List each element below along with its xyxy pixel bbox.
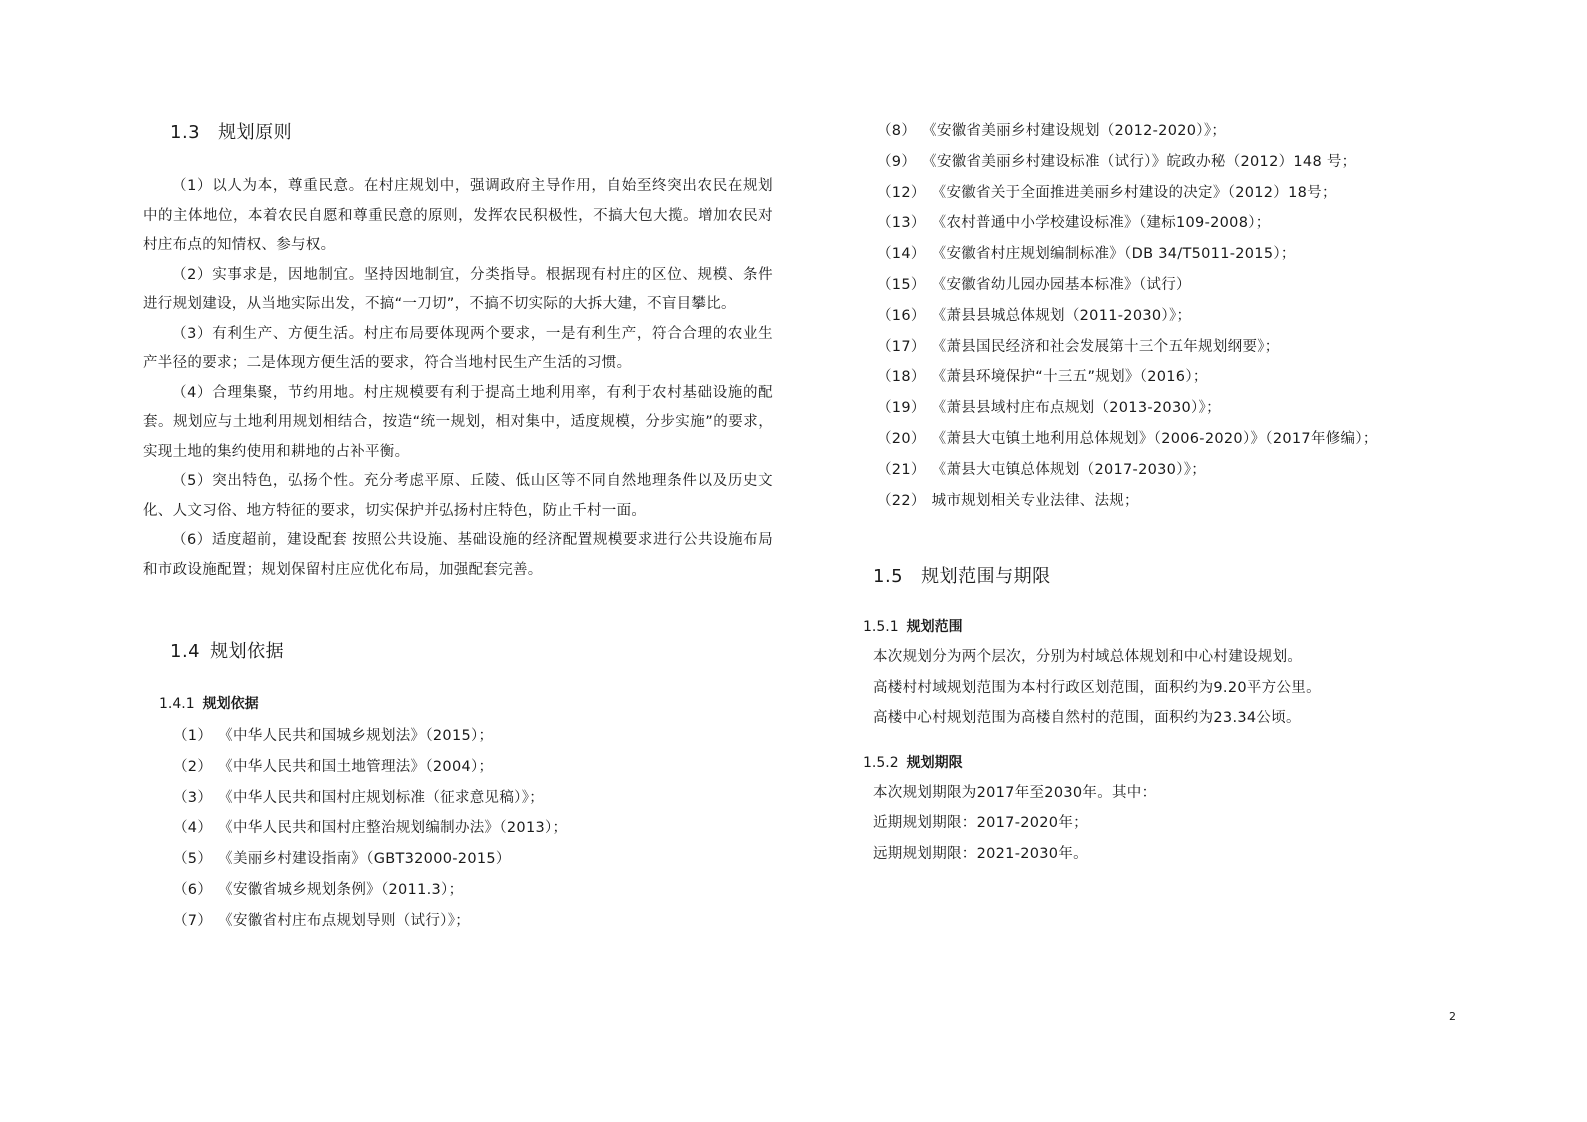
subsection-1-4-1-heading — [159, 689, 773, 719]
reference-item — [877, 178, 1493, 209]
principle-paragraph: （3）有利生产、方便生活。村庄布局要体现两个要求，一是有利生产，符合合理的农业生产半径的要求；二是体现方便生活的要求，符合当地村民生产生活的习惯。 — [143, 325, 773, 371]
reference-item — [173, 906, 773, 937]
section-number: 1.3 — [170, 122, 201, 143]
reference-item — [877, 270, 1493, 301]
left-column — [143, 118, 773, 937]
reference-item — [877, 301, 1493, 332]
reference-text: 《萧县县域村庄布点规划（2013-2030）》； — [931, 400, 1221, 417]
reference-item — [877, 116, 1493, 147]
references-list-left — [173, 721, 773, 937]
reference-item — [877, 332, 1493, 363]
reference-text: 《萧县大屯镇土地利用总体规划》（2006-2020）》（2017年修编）； — [931, 430, 1378, 447]
reference-text: 《中华人民共和国土地管理法》（2004）； — [218, 758, 494, 775]
principle-paragraph: （5）突出特色，弘扬个性。充分考虑平原、丘陵、低山区等不同自然地理条件以及历史文化、人文习俗、地方特征的要求，切实保护并弘扬村庄特色，防止千村一面。 — [143, 473, 773, 519]
reference-number: （18） — [877, 369, 926, 386]
subsection-title: 规划范围 — [906, 619, 963, 636]
references-list-right — [877, 116, 1493, 516]
reference-item — [173, 813, 773, 844]
reference-item — [173, 875, 773, 906]
reference-number: （15） — [877, 276, 926, 293]
reference-text: 《农村普通中小学校建设标准》（建标109-2008）； — [931, 215, 1271, 232]
reference-text: 《安徽省城乡规划条例》（2011.3）； — [218, 881, 464, 898]
reference-item — [877, 362, 1493, 393]
section-1-4-heading — [170, 637, 773, 667]
subsection-1-5-2-heading — [863, 748, 1493, 778]
reference-item — [173, 783, 773, 814]
reference-text: 城市规划相关专业法律、法规； — [931, 492, 1139, 509]
scope-line: 本次规划分为两个层次，分别为村域总体规划和中心村建设规划。 — [873, 649, 1303, 666]
reference-item — [173, 844, 773, 875]
reference-number: （21） — [877, 461, 926, 478]
reference-number: （8） — [877, 123, 917, 139]
period-line: 远期规划期限：2021-2030年。 — [873, 845, 1088, 862]
reference-number: （16） — [877, 307, 926, 324]
reference-text: 《萧县环境保护“十三五”规划》（2016）； — [931, 369, 1208, 386]
page-number: 2 — [1449, 1010, 1456, 1023]
reference-number: （6） — [173, 881, 213, 898]
scope-line: 高楼村村域规划范围为本村行政区划范围，面积约为9.20平方公里。 — [873, 679, 1321, 696]
reference-number: （3） — [173, 789, 213, 806]
section-1-3-heading — [170, 118, 773, 148]
section-title: 规划范围与期限 — [921, 566, 1051, 588]
section-title: 规划原则 — [218, 122, 293, 143]
reference-item — [877, 486, 1493, 517]
reference-number: （22） — [877, 492, 926, 509]
scope-text — [873, 642, 1493, 734]
section-title: 规划依据 — [210, 641, 285, 662]
reference-text: 《萧县大屯镇总体规划（2017-2030）》； — [931, 461, 1207, 478]
principles-list — [143, 172, 773, 585]
reference-item — [877, 208, 1493, 239]
subsection-1-5-1-heading — [863, 612, 1493, 642]
reference-number: （9） — [877, 153, 917, 170]
scope-line: 高楼中心村规划范围为高楼自然村的范围，面积约为23.34公顷。 — [873, 710, 1301, 727]
reference-text: 《安徽省村庄布点规划导则（试行）》； — [218, 912, 471, 929]
reference-number: （2） — [173, 758, 213, 775]
reference-item — [877, 424, 1493, 455]
reference-item — [877, 455, 1493, 486]
subsection-number: 1.5.2 — [863, 754, 899, 771]
subsection-title: 规划依据 — [202, 696, 259, 712]
reference-text: 《安徽省美丽乡村建设标准（试行）》皖政办秘（2012）148 号； — [922, 153, 1357, 170]
reference-item — [877, 393, 1493, 424]
principle-paragraph: （4）合理集聚，节约用地。村庄规模要有利于提高土地利用率，有利于农村基础设施的配套。规划应与土地利用规划相结合，按造“统一规划，相对集中，适度规模，分步实施”的要求，实现土地的集约使用和耕地的占补平衡。 — [143, 384, 773, 460]
reference-text: 《美丽乡村建设指南》（GBT32000-2015） — [218, 851, 511, 868]
period-text — [873, 778, 1493, 870]
principle-paragraph: （2）实事求是，因地制宜。坚持因地制宜，分类指导。根据现有村庄的区位、规模、条件进行规划建设，从当地实际出发，不搞“一刀切”，不搞不切实际的大拆大建，不盲目攀比。 — [143, 266, 773, 312]
reference-text: 《安徽省美丽乡村建设规划（2012-2020）》； — [922, 123, 1227, 139]
reference-text: 《萧县县城总体规划（2011-2030）》； — [931, 307, 1192, 324]
reference-text: 《萧县国民经济和社会发展第十三个五年规划纲要》； — [931, 338, 1280, 355]
reference-number: （13） — [877, 215, 926, 232]
reference-item — [173, 721, 773, 752]
section-number: 1.5 — [873, 566, 904, 588]
principle-paragraph: （6）适度超前，建设配套 按照公共设施、基础设施的经济配置规模要求进行公共设施布局和市政设施配置；规划保留村庄应优化布局，加强配套完善。 — [143, 532, 773, 578]
reference-item — [877, 147, 1493, 178]
section-1-5-heading — [873, 562, 1493, 592]
reference-text: 《中华人民共和国村庄整治规划编制办法》（2013）； — [218, 820, 568, 837]
reference-number: （1） — [173, 728, 213, 744]
reference-text: 《安徽省村庄规划编制标准》（DB 34/T5011-2015）； — [931, 246, 1296, 263]
principle-paragraph: （1）以人为本，尊重民意。在村庄规划中，强调政府主导作用，自始至终突出农民在规划中的主体地位，本着农民自愿和尊重民意的原则，发挥农民积极性，不搞大包大揽。增加农民对村庄布点的知情权、参与权。 — [143, 178, 773, 253]
subsection-number: 1.4.1 — [159, 696, 195, 712]
reference-text: 《中华人民共和国村庄规划标准（征求意见稿）》； — [218, 789, 545, 806]
reference-text: 《安徽省关于全面推进美丽乡村建设的决定》（2012）18号； — [931, 184, 1337, 201]
reference-number: （19） — [877, 400, 926, 417]
section-number: 1.4 — [170, 641, 201, 662]
subsection-number: 1.5.1 — [863, 619, 899, 636]
reference-number: （20） — [877, 430, 926, 447]
period-line: 本次规划期限为2017年至2030年。其中： — [873, 784, 1157, 801]
reference-number: （17） — [877, 338, 926, 355]
reference-item — [877, 239, 1493, 270]
reference-text: 《安徽省幼儿园办园基本标准》（试行） — [931, 276, 1191, 293]
reference-number: （12） — [877, 184, 926, 201]
reference-number: （4） — [173, 820, 213, 837]
reference-text: 《中华人民共和国城乡规划法》（2015）； — [218, 728, 494, 744]
reference-number: （14） — [877, 246, 926, 263]
reference-number: （5） — [173, 851, 213, 868]
reference-item — [173, 752, 773, 783]
period-line: 近期规划期限：2017-2020年； — [873, 815, 1088, 832]
subsection-title: 规划期限 — [906, 754, 963, 771]
right-column — [863, 116, 1493, 869]
reference-number: （7） — [173, 912, 213, 929]
